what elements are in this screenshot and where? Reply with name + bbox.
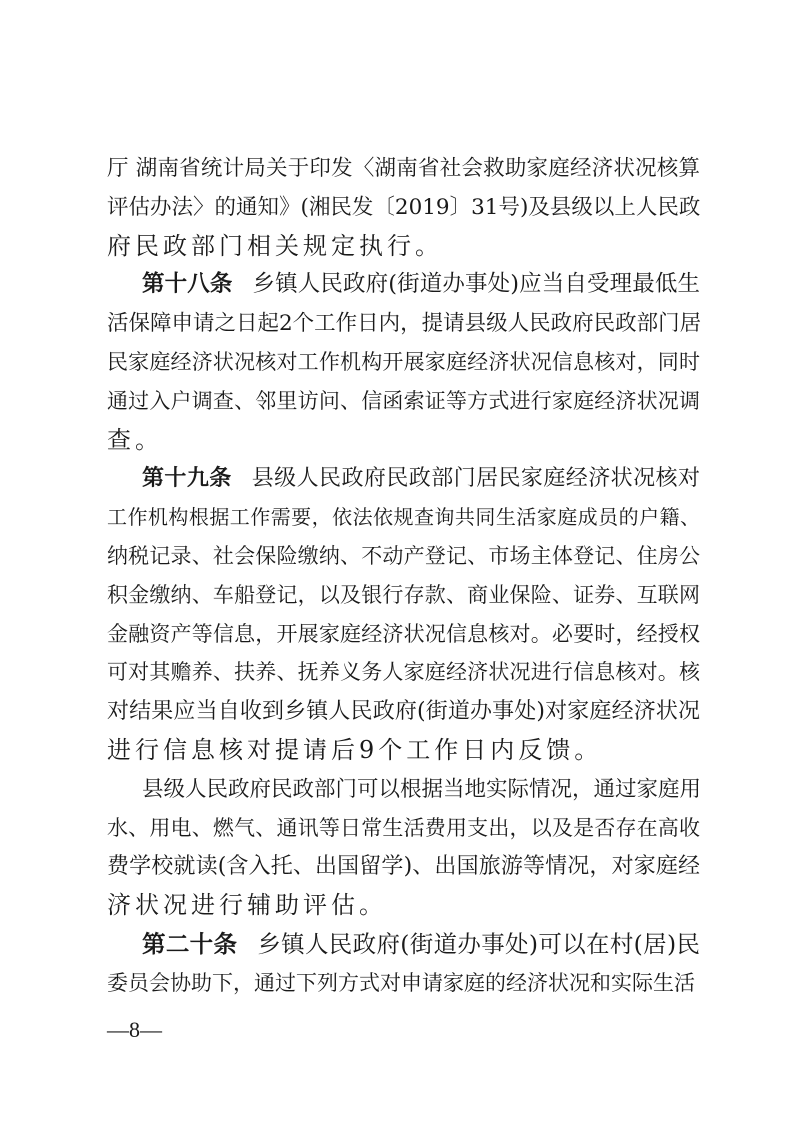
text-line (107, 498, 700, 537)
article-heading: 第二十条 (142, 930, 238, 958)
line-text: 县级人民政府民政部门可以根据当地实际情况，通过家庭用 (142, 776, 702, 802)
line-text: 济状况进行辅助评估。 (107, 891, 387, 920)
line-text: 对结果应当自收到乡镇人民政府(街道办事处)对家庭经济状况 (107, 699, 700, 725)
line-text: 县级人民政府民政部门居民家庭经济状况核对 (251, 466, 700, 492)
text-line (142, 459, 700, 498)
text-line (107, 964, 700, 1003)
line-text: 乡镇人民政府(街道办事处)应当自受理最低生 (252, 271, 700, 298)
line-text: 通过入户调查、邻里访问、信函索证等方式进行家庭经济状况调 (107, 388, 700, 413)
article-heading: 第十八条 (142, 271, 233, 298)
line-text: 查。 (107, 425, 163, 454)
line-text: 活保障申请之日起2个工作日内，提请县级人民政府民政部门居 (107, 311, 702, 337)
line-text: 积金缴纳、车船登记，以及银行存款、商业保险、证券、互联网 (107, 582, 700, 607)
text-line (107, 576, 700, 615)
line-text: 工作机构根据工作需要，依法依规查询共同生活家庭成员的户籍、 (107, 505, 700, 530)
line-text: 民家庭经济状况核对工作机构开展家庭经济状况信息核对，同时 (107, 350, 700, 374)
line-text: 可对其赡养、扶养、抚养义务人家庭经济状况进行信息核对。核 (107, 660, 700, 685)
line-text: 纳税记录、社会保险缴纳、不动产登记、市场主体登记、住房公 (107, 544, 700, 568)
text-line (107, 886, 700, 925)
line-text: 水、用电、燃气、通讯等日常生活费用支出，以及是否存在高收 (107, 815, 700, 840)
line-text: 金融资产等信息，开展家庭经济状况信息核对。必要时，经授权 (107, 621, 700, 646)
text-line (107, 421, 700, 460)
text-line (107, 149, 700, 188)
text-line (107, 188, 700, 227)
text-line (107, 304, 700, 343)
line-text: 委员会协助下，通过下列方式对申请家庭的经济状况和实际生活 (107, 970, 695, 995)
text-line (107, 537, 700, 576)
line-text: 厅 湖南省统计局关于印发〈湖南省社会救助家庭经济状况核算 (107, 156, 700, 181)
text-line (107, 343, 700, 382)
text-line (142, 265, 700, 304)
text-line (107, 382, 700, 421)
text-line (107, 692, 700, 731)
line-text: 乡镇人民政府(街道办事处)可以在村(居)民 (257, 930, 700, 958)
line-text: 费学校就读(含入托、出国留学)、出国旅游等情况，对家庭经 (107, 854, 700, 880)
page-number: —8— (107, 1017, 162, 1042)
text-line (107, 847, 700, 886)
line-text: 进行信息核对提请后9个工作日内反馈。 (107, 736, 603, 764)
text-line (107, 809, 700, 848)
text-line (107, 227, 700, 266)
text-line (107, 615, 700, 654)
text-line (142, 925, 700, 964)
line-text: 府民政部门相关规定执行。 (107, 231, 443, 260)
article-heading: 第十九条 (142, 465, 232, 492)
text-line (107, 731, 700, 770)
text-line (107, 653, 700, 692)
text-line (142, 770, 700, 809)
line-text: 评估办法〉的通知》(湘民发〔2019〕31号)及县级以上人民政 (107, 194, 701, 220)
